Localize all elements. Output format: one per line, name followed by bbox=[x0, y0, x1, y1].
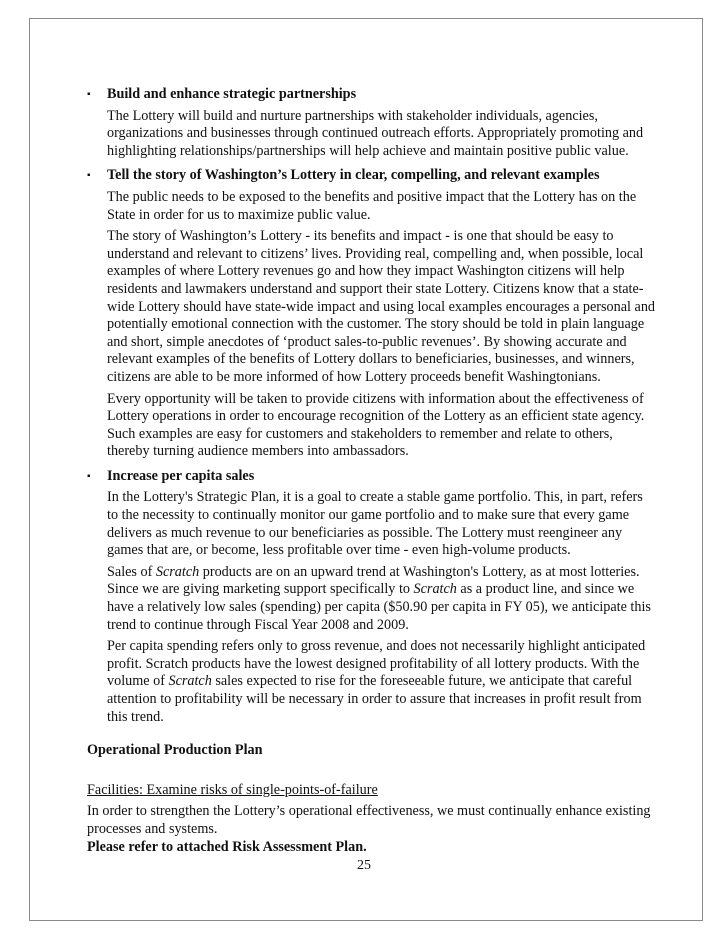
text-run: Per capita spending refers only to gross revenue, and does not necessarily highlight anticipated profit. Scratch products have the lowest designed profitability of all lottery products. With the volume of bbox=[107, 638, 646, 690]
section-title: Operational Production Plan bbox=[87, 742, 263, 759]
paragraph: In the Lottery's Strategic Plan, it is a goal to create a stable game portfolio. This, in part, refers to the necessity to continually monitor our game portfolio and to make sure that every game delivers as much revenue to our beneficiaries as possible. The Lottery must reengineer any games that are, or become, less profitable over time - even high-volume products. bbox=[107, 489, 643, 559]
bullet-heading: Build and enhance strategic partnerships bbox=[107, 86, 357, 102]
square-bullet-icon: ▪ bbox=[87, 170, 91, 182]
document-body bbox=[87, 86, 657, 856]
bullet-tell-story bbox=[87, 167, 657, 461]
text-run: products are on an upward trend at Washington's Lottery, as at most lotteries. Since we are giving marketing support specifically to bbox=[107, 563, 640, 598]
section-note: Please refer to attached Risk Assessment Plan. bbox=[87, 838, 367, 855]
section-body: In order to strengthen the Lottery’s operational effectiveness, we must continually enhance existing processes and systems. bbox=[87, 803, 651, 837]
paragraph: Every opportunity will be taken to provide citizens with information about the effectiveness of Lottery operations in order to encourage recognition of the Lottery as an efficient state agency. Such examples are easy for customers and stakeholders to remember and relate to others, thereby turning audience members into ambassadors. bbox=[107, 390, 645, 460]
italic-run: Scratch bbox=[413, 581, 457, 598]
text-run: as a product line, and since we have a relatively low sales (spending) per capita ($50.90 per capita in FY 05), we anticipate this trend to continue through Fiscal Year 2008 and 2009. bbox=[107, 581, 651, 633]
paragraph: The Lottery will build and nurture partnerships with stakeholder individuals, agencies, organizations and businesses through continued outreach efforts. Appropriately promoting and highlighting relationships/partnerships will help achieve and maintain positive public value. bbox=[107, 107, 644, 159]
bullet-per-capita bbox=[87, 468, 657, 726]
paragraph-scratch-trend bbox=[107, 564, 657, 634]
square-bullet-icon: ▪ bbox=[87, 89, 91, 100]
text-run: Sales of bbox=[107, 563, 156, 580]
bullet-partnerships bbox=[87, 86, 657, 160]
section-subtitle: Facilities: Examine risks of single-points-of-failure bbox=[87, 781, 378, 798]
italic-run: Scratch bbox=[168, 673, 212, 690]
paragraph-profitability bbox=[107, 638, 657, 726]
bullet-heading: Increase per capita sales bbox=[107, 467, 255, 484]
paragraph: The story of Washington’s Lottery - its benefits and impact - is one that should be easy to understand and relevant to citizens’ lives. Providing real, compelling and, when possible, local examples of where Lottery revenues go and how they impact Washington citizens will help residents and lawmakers understand and support their state Lottery. Citizens know that a state-wide Lottery should have state-wide impact and using local examples encourages a personal and potentially emotional connection with the customer. The story should be told in plain language and short, simple anecdotes of ‘product sales-to-public revenues’. By showing accurate and relevant examples of the benefits of Lottery dollars to beneficiaries, businesses, and winners, citizens are able to be more informed of how Lottery proceeds benefit Washingtonians. bbox=[107, 228, 656, 385]
text-run: sales expected to rise for the foreseeable future, we anticipate that careful attention to profitability will be necessary in order to assure that increases in profit result from this trend. bbox=[107, 673, 642, 725]
bullet-heading: Tell the story of Washington’s Lottery in clear, compelling, and relevant examples bbox=[107, 167, 600, 184]
paragraph: The public needs to be exposed to the benefits and positive impact that the Lottery has on the State in order for us to maximize public value. bbox=[107, 188, 637, 223]
italic-run: Scratch bbox=[155, 563, 200, 580]
square-bullet-icon: ▪ bbox=[87, 470, 91, 482]
page-number: 25 bbox=[357, 858, 371, 873]
